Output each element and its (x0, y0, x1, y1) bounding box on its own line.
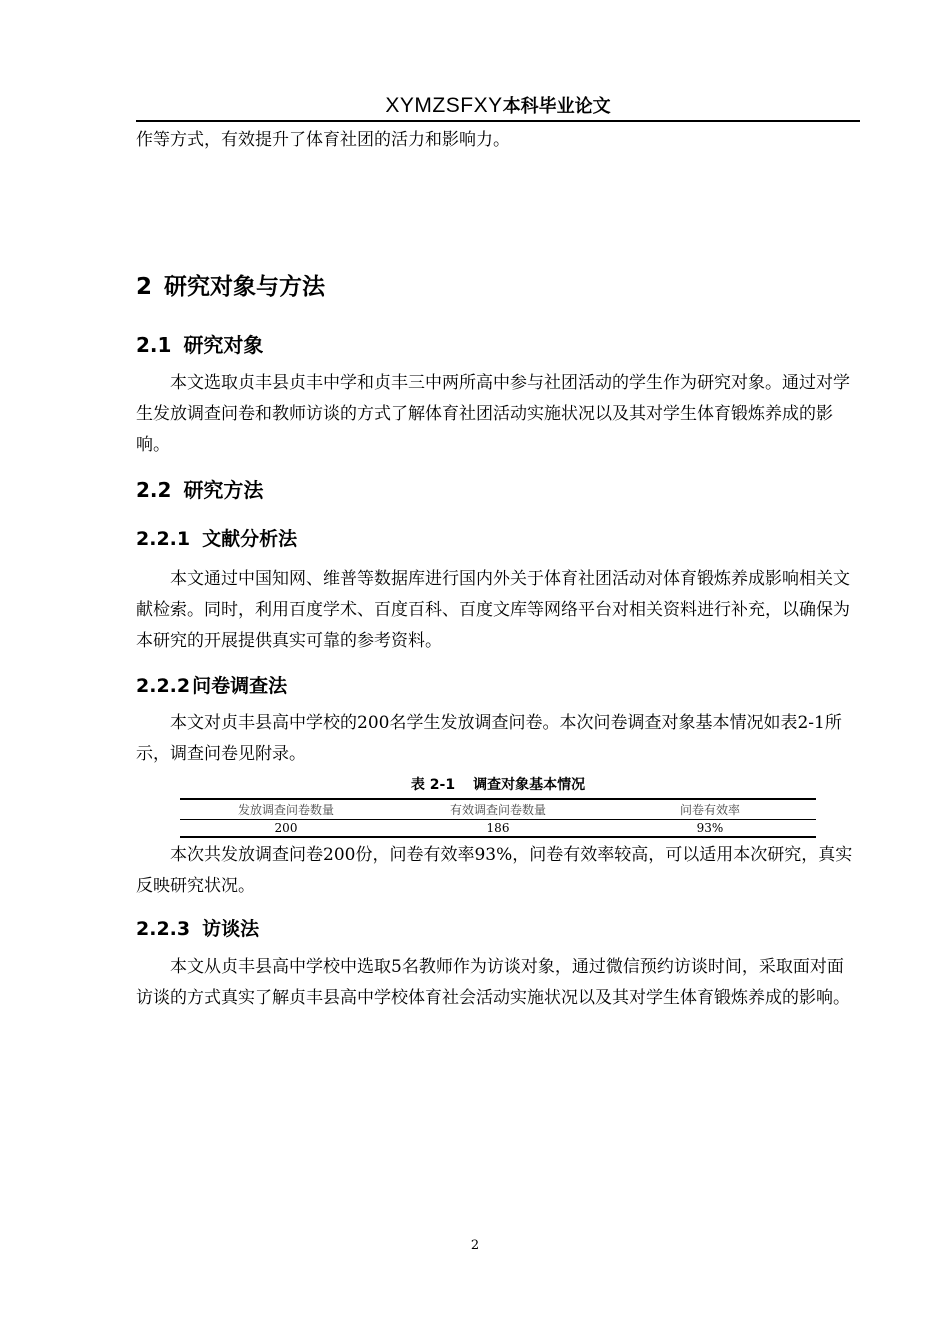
header-school-code: XYMZSFXY (385, 94, 503, 117)
page-number: 2 (470, 1238, 480, 1253)
intro-line: 作等方式，有效提升了体育社团的活力和影响力。 (136, 130, 510, 150)
table-number: 表 2-1 (410, 777, 456, 793)
section-number: 2.2.3 (136, 918, 191, 940)
section-number: 2.1 (136, 333, 172, 357)
survey-basic-info-table (180, 798, 816, 838)
table-header-cell: 有效调查问卷数量 (392, 799, 604, 820)
section-2-2-2-paragraph-2: 本次共发放调查问卷200份，问卷有效率93%，问卷有效率较高，可以适用本次研究，真实反映研究状况。 (136, 845, 853, 896)
table-header-row (180, 799, 816, 820)
table-header-cell: 问卷有效率 (604, 799, 816, 820)
section-2-2-3-heading (136, 914, 259, 941)
section-number: 2.2.1 (136, 528, 191, 550)
section-2-2-heading (136, 474, 263, 503)
section-title: 研究方法 (183, 478, 264, 502)
section-2-2-3-paragraph: 本文从贞丰县高中学校中选取5名教师作为访谈对象，通过微信预约访谈时间，采取面对面访谈的方式真实了解贞丰县高中学校体育社会活动实施状况以及其对学生体育锻炼养成的影响。 (136, 957, 850, 1008)
section-2-2-2-heading (136, 671, 287, 698)
table-title: 调查对象基本情况 (473, 777, 586, 793)
section-2-1-paragraph: 本文选取贞丰县贞丰中学和贞丰三中两所高中参与社团活动的学生作为研究对象。通过对学生发放调查问卷和教师访谈的方式了解体育社团活动实施状况以及其对学生体育锻炼养成的影响。 (136, 373, 850, 455)
section-2-2-1-paragraph: 本文通过中国知网、维普等数据库进行国内外关于体育社团活动对体育锻炼养成影响相关文献检索。同时，利用百度学术、百度百科、百度文库等网络平台对相关资料进行补充，以确保为本研究的开展提供真实可靠的参考资料。 (136, 569, 850, 651)
section-2-2-2-paragraph: 本文对贞丰县高中学校的200名学生发放调查问卷。本次问卷调查对象基本情况如表2-1所示，调查问卷见附录。 (136, 713, 842, 764)
table-header-cell: 发放调查问卷数量 (180, 799, 392, 820)
table-cell: 200 (274, 821, 298, 835)
page-header (136, 92, 860, 122)
table-row (180, 820, 816, 838)
table-caption (136, 774, 860, 794)
header-thesis-label: 本科毕业论文 (502, 96, 611, 117)
section-number: 2.2 (136, 478, 172, 502)
section-title: 访谈法 (202, 918, 260, 940)
section-number: 2 (136, 274, 153, 300)
section-title: 问卷调查法 (192, 675, 288, 697)
section-title: 研究对象与方法 (164, 274, 326, 300)
section-2-1-heading (136, 329, 263, 358)
table-cell: 186 (486, 821, 510, 835)
section-title: 文献分析法 (202, 528, 298, 550)
table-cell: 93% (696, 821, 724, 835)
section-title: 研究对象 (183, 333, 264, 357)
section-2-2-1-heading (136, 524, 297, 551)
section-number: 2.2.2 (136, 675, 191, 697)
section-2-heading (136, 268, 325, 301)
